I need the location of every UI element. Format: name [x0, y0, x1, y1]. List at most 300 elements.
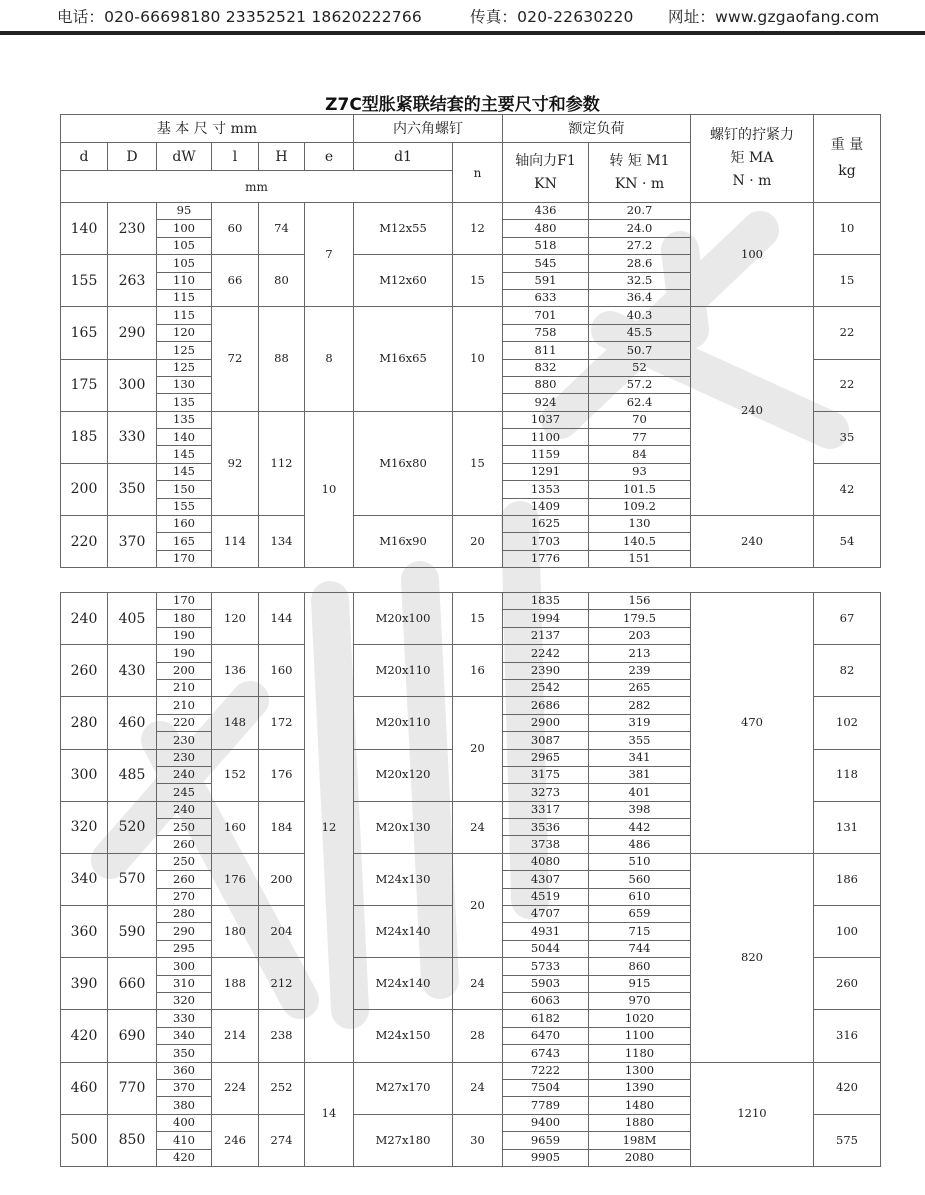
- cell-axial-force: 6470: [503, 1027, 589, 1044]
- phone-text: 电话：020-66698180 23352521 18620222766: [57, 8, 422, 26]
- cell-axial-force: 1994: [503, 610, 589, 627]
- cell-weight: 42: [814, 463, 881, 515]
- cell-d1: M20x110: [354, 645, 453, 697]
- fax-text: 传真：020-22630220: [470, 8, 634, 26]
- cell-l: 60: [212, 203, 259, 255]
- cell-dW: 360: [157, 1062, 212, 1079]
- cell-torque: 24.0: [589, 220, 691, 237]
- table-row: [61, 516, 881, 533]
- cell-n: 15: [453, 255, 503, 307]
- cell-torque: 156: [589, 593, 691, 610]
- cell-D: 660: [108, 958, 157, 1010]
- cell-weight: 118: [814, 749, 881, 801]
- cell-e: 8: [305, 307, 354, 411]
- cell-torque: 36.4: [589, 289, 691, 306]
- cell-dW: 340: [157, 1027, 212, 1044]
- website-text: 网址：www.gzgaofang.com: [668, 8, 880, 26]
- cell-torque: 239: [589, 662, 691, 679]
- cell-l: 114: [212, 516, 259, 568]
- spec-table-1: [60, 114, 881, 203]
- cell-torque: 1100: [589, 1027, 691, 1044]
- cell-n: 10: [453, 307, 503, 411]
- cell-torque: 45.5: [589, 324, 691, 341]
- cell-n: 16: [453, 645, 503, 697]
- cell-torque: 915: [589, 975, 691, 992]
- cell-d: 175: [61, 359, 108, 411]
- cell-torque: 20.7: [589, 203, 691, 220]
- cell-torque: 744: [589, 940, 691, 957]
- torque-line2: 矩 MA: [730, 149, 774, 166]
- col-d1: d1: [354, 143, 453, 171]
- cell-axial-force: 545: [503, 255, 589, 272]
- cell-torque: 62.4: [589, 394, 691, 411]
- cell-axial-force: 3087: [503, 732, 589, 749]
- cell-axial-force: 2390: [503, 662, 589, 679]
- cell-weight: 420: [814, 1062, 881, 1114]
- cell-torque: 1020: [589, 1010, 691, 1027]
- cell-dW: 115: [157, 289, 212, 306]
- cell-D: 520: [108, 801, 157, 853]
- cell-dW: 125: [157, 359, 212, 376]
- cell-l: 224: [212, 1062, 259, 1114]
- cell-torque: 510: [589, 853, 691, 870]
- cell-d1: M27x180: [354, 1114, 453, 1166]
- cell-dW: 250: [157, 819, 212, 836]
- cell-axial-force: 4707: [503, 906, 589, 923]
- cell-H: 200: [259, 853, 305, 905]
- cell-weight: 10: [814, 203, 881, 255]
- cell-H: 212: [259, 958, 305, 1010]
- header-socket-screw: 内六角螺钉: [354, 115, 503, 143]
- cell-d1: M24x150: [354, 1010, 453, 1062]
- cell-dW: 220: [157, 714, 212, 731]
- col-dW: dW: [157, 143, 212, 171]
- cell-d: 140: [61, 203, 108, 255]
- cell-d1: M16x65: [354, 307, 453, 411]
- cell-dW: 300: [157, 958, 212, 975]
- cell-axial-force: 7789: [503, 1097, 589, 1114]
- cell-weight: 260: [814, 958, 881, 1010]
- cell-dW: 200: [157, 662, 212, 679]
- cell-axial-force: 2965: [503, 749, 589, 766]
- cell-H: 184: [259, 801, 305, 853]
- cell-axial-force: 436: [503, 203, 589, 220]
- spec-table-1-body: [60, 202, 881, 568]
- cell-weight: 102: [814, 697, 881, 749]
- table-row: [61, 853, 881, 870]
- cell-H: 274: [259, 1114, 305, 1166]
- cell-axial-force: 880: [503, 376, 589, 393]
- page-title: Z7C型胀紧联结套的主要尺寸和参数: [325, 95, 600, 115]
- cell-l: 180: [212, 906, 259, 958]
- cell-l: 92: [212, 411, 259, 515]
- cell-H: 252: [259, 1062, 305, 1114]
- cell-dW: 190: [157, 645, 212, 662]
- cell-d1: M24x130: [354, 853, 453, 905]
- cell-dW: 155: [157, 498, 212, 515]
- cell-dW: 320: [157, 992, 212, 1009]
- cell-H: 204: [259, 906, 305, 958]
- cell-dW: 290: [157, 923, 212, 940]
- cell-axial-force: 2900: [503, 714, 589, 731]
- cell-axial-force: 758: [503, 324, 589, 341]
- cell-weight: 100: [814, 906, 881, 958]
- cell-torque: 486: [589, 836, 691, 853]
- cell-torque: 84: [589, 446, 691, 463]
- cell-H: 160: [259, 645, 305, 697]
- cell-weight: 22: [814, 359, 881, 411]
- cell-d: 165: [61, 307, 108, 359]
- cell-D: 460: [108, 697, 157, 749]
- cell-axial-force: 3536: [503, 819, 589, 836]
- cell-l: 66: [212, 255, 259, 307]
- cell-D: 405: [108, 593, 157, 645]
- contact-line: [0, 5, 925, 27]
- cell-dW: 350: [157, 1045, 212, 1062]
- cell-torque: 715: [589, 923, 691, 940]
- cell-axial-force: 6063: [503, 992, 589, 1009]
- cell-torque: 52: [589, 359, 691, 376]
- cell-n: 12: [453, 203, 503, 255]
- cell-n: 28: [453, 1010, 503, 1062]
- table-row: [61, 593, 881, 610]
- header-weight: [814, 115, 881, 203]
- cell-torque: 860: [589, 958, 691, 975]
- mm-unit-row: mm: [61, 171, 453, 203]
- cell-torque: 109.2: [589, 498, 691, 515]
- cell-tightening-torque: 820: [691, 853, 814, 1062]
- cell-dW: 240: [157, 766, 212, 783]
- cell-dW: 120: [157, 324, 212, 341]
- cell-l: 72: [212, 307, 259, 411]
- cell-d: 260: [61, 645, 108, 697]
- weight-unit: kg: [838, 162, 856, 179]
- cell-dW: 170: [157, 593, 212, 610]
- cell-torque: 1480: [589, 1097, 691, 1114]
- col-e: e: [305, 143, 354, 171]
- cell-weight: 67: [814, 593, 881, 645]
- cell-d1: M27x170: [354, 1062, 453, 1114]
- cell-H: 172: [259, 697, 305, 749]
- cell-torque: 70: [589, 411, 691, 428]
- cell-axial-force: 7504: [503, 1079, 589, 1096]
- cell-d: 390: [61, 958, 108, 1010]
- cell-torque: 32.5: [589, 272, 691, 289]
- cell-l: 188: [212, 958, 259, 1010]
- cell-e: 14: [305, 1062, 354, 1166]
- cell-axial-force: 1835: [503, 593, 589, 610]
- cell-axial-force: 4307: [503, 871, 589, 888]
- cell-d: 220: [61, 516, 108, 568]
- cell-dW: 420: [157, 1149, 212, 1166]
- cell-D: 290: [108, 307, 157, 359]
- cell-l: 148: [212, 697, 259, 749]
- cell-dW: 310: [157, 975, 212, 992]
- cell-n: 24: [453, 801, 503, 853]
- cell-D: 485: [108, 749, 157, 801]
- header-basic-dims: 基 本 尺 寸 mm: [61, 115, 354, 143]
- cell-axial-force: 3175: [503, 766, 589, 783]
- page-header: [0, 0, 925, 36]
- cell-n: 24: [453, 1062, 503, 1114]
- cell-torque: 101.5: [589, 481, 691, 498]
- cell-torque: 610: [589, 888, 691, 905]
- cell-d: 500: [61, 1114, 108, 1166]
- cell-dW: 125: [157, 342, 212, 359]
- cell-dW: 330: [157, 1010, 212, 1027]
- cell-axial-force: 1291: [503, 463, 589, 480]
- cell-dW: 380: [157, 1097, 212, 1114]
- cell-torque: 560: [589, 871, 691, 888]
- cell-axial-force: 1625: [503, 516, 589, 533]
- cell-n: 20: [453, 516, 503, 568]
- cell-dW: 105: [157, 237, 212, 254]
- cell-axial-force: 1409: [503, 498, 589, 515]
- cell-H: 80: [259, 255, 305, 307]
- cell-torque: 355: [589, 732, 691, 749]
- cell-axial-force: 2542: [503, 679, 589, 696]
- cell-D: 263: [108, 255, 157, 307]
- cell-n: 20: [453, 697, 503, 801]
- cell-d1: M12x60: [354, 255, 453, 307]
- header-tightening-torque: [691, 115, 814, 203]
- cell-axial-force: 4080: [503, 853, 589, 870]
- col-l: l: [212, 143, 259, 171]
- cell-dW: 110: [157, 272, 212, 289]
- cell-weight: 54: [814, 516, 881, 568]
- cell-axial-force: 6743: [503, 1045, 589, 1062]
- cell-torque: 970: [589, 992, 691, 1009]
- cell-torque: 50.7: [589, 342, 691, 359]
- cell-torque: 341: [589, 749, 691, 766]
- cell-axial-force: 5044: [503, 940, 589, 957]
- cell-l: 160: [212, 801, 259, 853]
- weight-label: 重 量: [830, 137, 864, 154]
- cell-axial-force: 3317: [503, 801, 589, 818]
- cell-torque: 130: [589, 516, 691, 533]
- cell-axial-force: 5733: [503, 958, 589, 975]
- cell-axial-force: 518: [503, 237, 589, 254]
- cell-axial-force: 4519: [503, 888, 589, 905]
- table-row: [61, 307, 881, 324]
- cell-dW: 370: [157, 1079, 212, 1096]
- cell-d1: M16x80: [354, 411, 453, 515]
- cell-D: 230: [108, 203, 157, 255]
- cell-d: 460: [61, 1062, 108, 1114]
- torque-unit: N · m: [732, 173, 772, 190]
- cell-axial-force: 2686: [503, 697, 589, 714]
- cell-dW: 135: [157, 394, 212, 411]
- header-divider: [0, 31, 925, 35]
- cell-n: 15: [453, 593, 503, 645]
- cell-axial-force: 924: [503, 394, 589, 411]
- cell-torque: 28.6: [589, 255, 691, 272]
- cell-D: 430: [108, 645, 157, 697]
- cell-d: 185: [61, 411, 108, 463]
- cell-dW: 100: [157, 220, 212, 237]
- col-n: n: [453, 143, 503, 203]
- cell-tightening-torque: 100: [691, 203, 814, 307]
- cell-d1: M16x90: [354, 516, 453, 568]
- cell-torque: 203: [589, 627, 691, 644]
- cell-torque: 40.3: [589, 307, 691, 324]
- cell-H: 74: [259, 203, 305, 255]
- cell-torque: 265: [589, 679, 691, 696]
- cell-axial-force: 1159: [503, 446, 589, 463]
- cell-dW: 165: [157, 533, 212, 550]
- cell-l: 136: [212, 645, 259, 697]
- cell-tightening-torque: 240: [691, 307, 814, 516]
- cell-torque: 401: [589, 784, 691, 801]
- table-row: [61, 203, 881, 220]
- cell-torque: 442: [589, 819, 691, 836]
- cell-torque: 659: [589, 906, 691, 923]
- col-D: D: [108, 143, 157, 171]
- col-axial-force: [503, 143, 589, 203]
- cell-d: 300: [61, 749, 108, 801]
- cell-axial-force: 7222: [503, 1062, 589, 1079]
- cell-dW: 400: [157, 1114, 212, 1131]
- cell-weight: 316: [814, 1010, 881, 1062]
- table-row: [61, 1062, 881, 1079]
- cell-weight: 22: [814, 307, 881, 359]
- cell-dW: 270: [157, 888, 212, 905]
- cell-dW: 410: [157, 1132, 212, 1149]
- cell-axial-force: 3738: [503, 836, 589, 853]
- cell-d: 155: [61, 255, 108, 307]
- col-d: d: [61, 143, 108, 171]
- cell-axial-force: 1703: [503, 533, 589, 550]
- cell-axial-force: 5903: [503, 975, 589, 992]
- col-H: H: [259, 143, 305, 171]
- cell-axial-force: 832: [503, 359, 589, 376]
- cell-axial-force: 1100: [503, 429, 589, 446]
- cell-axial-force: 4931: [503, 923, 589, 940]
- cell-D: 330: [108, 411, 157, 463]
- cell-torque: 27.2: [589, 237, 691, 254]
- cell-torque: 140.5: [589, 533, 691, 550]
- cell-dW: 190: [157, 627, 212, 644]
- cell-l: 176: [212, 853, 259, 905]
- cell-torque: 398: [589, 801, 691, 818]
- cell-dW: 140: [157, 429, 212, 446]
- cell-d1: M12x55: [354, 203, 453, 255]
- cell-d: 340: [61, 853, 108, 905]
- cell-dW: 230: [157, 732, 212, 749]
- cell-axial-force: 9905: [503, 1149, 589, 1166]
- cell-dW: 105: [157, 255, 212, 272]
- cell-dW: 170: [157, 550, 212, 567]
- cell-dW: 95: [157, 203, 212, 220]
- cell-H: 112: [259, 411, 305, 515]
- cell-torque: 1880: [589, 1114, 691, 1131]
- spec-table-2: [60, 592, 881, 1167]
- cell-l: 152: [212, 749, 259, 801]
- cell-d: 280: [61, 697, 108, 749]
- cell-D: 590: [108, 906, 157, 958]
- cell-n: 20: [453, 853, 503, 957]
- cell-dW: 145: [157, 463, 212, 480]
- cell-e: 12: [305, 593, 354, 1063]
- cell-torque: 179.5: [589, 610, 691, 627]
- torque-line1: 螺钉的拧紧力: [710, 126, 794, 143]
- cell-torque: 381: [589, 766, 691, 783]
- cell-torque: 213: [589, 645, 691, 662]
- cell-weight: 186: [814, 853, 881, 905]
- cell-axial-force: 3273: [503, 784, 589, 801]
- cell-axial-force: 2242: [503, 645, 589, 662]
- cell-d: 320: [61, 801, 108, 853]
- cell-d1: M20x120: [354, 749, 453, 801]
- cell-tightening-torque: 470: [691, 593, 814, 854]
- header-rated-load: 额定负荷: [503, 115, 691, 143]
- cell-axial-force: 9659: [503, 1132, 589, 1149]
- cell-dW: 145: [157, 446, 212, 463]
- cell-dW: 295: [157, 940, 212, 957]
- cell-D: 370: [108, 516, 157, 568]
- cell-torque: 1390: [589, 1079, 691, 1096]
- cell-dW: 130: [157, 376, 212, 393]
- cell-H: 238: [259, 1010, 305, 1062]
- cell-l: 246: [212, 1114, 259, 1166]
- cell-torque: 198M: [589, 1132, 691, 1149]
- cell-torque: 151: [589, 550, 691, 567]
- cell-d1: M20x130: [354, 801, 453, 853]
- cell-d1: M24x140: [354, 958, 453, 1010]
- cell-axial-force: 701: [503, 307, 589, 324]
- cell-D: 770: [108, 1062, 157, 1114]
- cell-n: 24: [453, 958, 503, 1010]
- cell-weight: 35: [814, 411, 881, 463]
- cell-torque: 77: [589, 429, 691, 446]
- cell-dW: 180: [157, 610, 212, 627]
- cell-D: 690: [108, 1010, 157, 1062]
- cell-H: 176: [259, 749, 305, 801]
- cell-dW: 280: [157, 906, 212, 923]
- cell-dW: 115: [157, 307, 212, 324]
- cell-d: 200: [61, 463, 108, 515]
- cell-axial-force: 6182: [503, 1010, 589, 1027]
- cell-axial-force: 811: [503, 342, 589, 359]
- cell-dW: 240: [157, 801, 212, 818]
- cell-torque: 2080: [589, 1149, 691, 1166]
- cell-D: 850: [108, 1114, 157, 1166]
- cell-torque: 57.2: [589, 376, 691, 393]
- cell-axial-force: 591: [503, 272, 589, 289]
- cell-weight: 82: [814, 645, 881, 697]
- cell-tightening-torque: 240: [691, 516, 814, 568]
- cell-axial-force: 2137: [503, 627, 589, 644]
- cell-axial-force: 9400: [503, 1114, 589, 1131]
- cell-d: 240: [61, 593, 108, 645]
- cell-H: 144: [259, 593, 305, 645]
- cell-weight: 575: [814, 1114, 881, 1166]
- cell-H: 88: [259, 307, 305, 411]
- cell-tightening-torque: 1210: [691, 1062, 814, 1166]
- cell-torque: 1180: [589, 1045, 691, 1062]
- cell-dW: 210: [157, 697, 212, 714]
- cell-D: 300: [108, 359, 157, 411]
- cell-weight: 131: [814, 801, 881, 853]
- cell-d: 360: [61, 906, 108, 958]
- torque-label: 转 矩 M1: [609, 153, 670, 170]
- axial-force-label: 轴向力F1: [515, 153, 576, 170]
- cell-l: 120: [212, 593, 259, 645]
- cell-axial-force: 1353: [503, 481, 589, 498]
- cell-D: 350: [108, 463, 157, 515]
- cell-e: 10: [305, 411, 354, 568]
- cell-torque: 93: [589, 463, 691, 480]
